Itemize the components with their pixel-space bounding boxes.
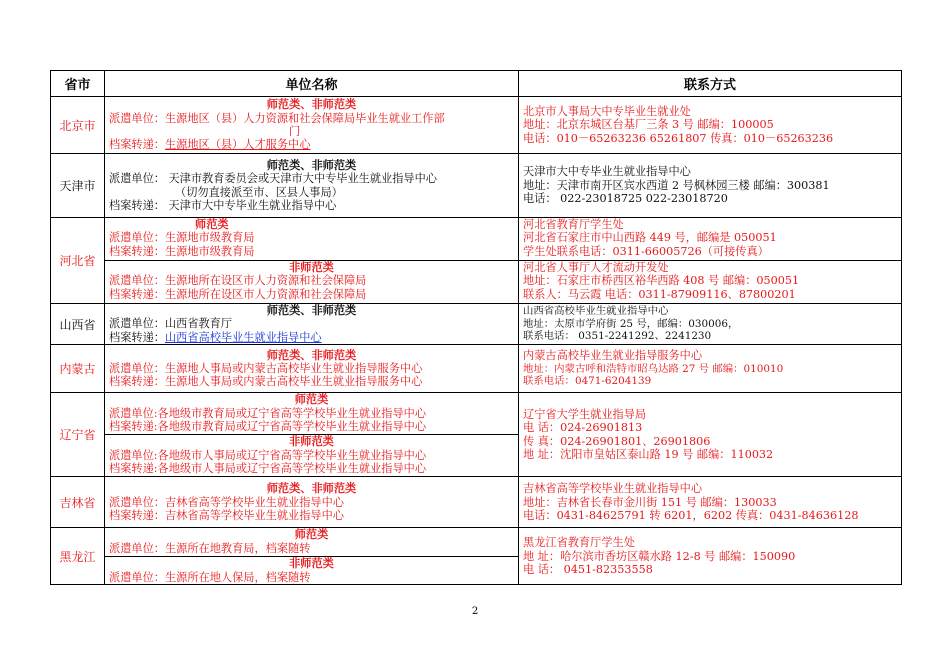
category-heading: 师范类、非师范类 bbox=[266, 98, 357, 112]
dispatch-line: 派遣单位：生源所在地人保局，档案随转 bbox=[109, 570, 311, 584]
archive-line: 档案转递：生源地所在设区市人力资源和社会保障局 bbox=[109, 287, 367, 301]
contact-line: 地 址：沈阳市皇姑区泰山路 19 号 邮编：110032 bbox=[523, 448, 774, 462]
header-contact: 联系方式 bbox=[519, 71, 902, 97]
contact-cell bbox=[519, 304, 902, 345]
contact-line: 传 真：024-26901801、26901806 bbox=[523, 434, 711, 448]
contact-line: 电话：0431-84625791 转 6201，6202 传真：0431-84636128 bbox=[523, 508, 859, 522]
page-number: 2 bbox=[471, 606, 479, 617]
contact-line: 电 话：024-26901813 bbox=[523, 421, 643, 435]
dispatch-line: 派遣单位：山西省教育厅 bbox=[109, 317, 233, 331]
header-unit: 单位名称 bbox=[105, 71, 519, 97]
table-row-hebei bbox=[51, 218, 902, 304]
contact-line: 黑龙江省教育厅学生处 bbox=[523, 536, 635, 550]
contact-line: 山西省高校毕业生就业指导中心 bbox=[523, 305, 669, 318]
category-heading: 师范类、非师范类 bbox=[266, 348, 357, 362]
archive-line: 档案转递：生源地人事局或内蒙古高校毕业生就业指导服务中心 bbox=[109, 375, 423, 389]
contact-line: 联系电话： 0351-2241292、2241230 bbox=[523, 330, 712, 343]
category-heading: 师范类、非师范类 bbox=[266, 482, 357, 496]
category-heading: 非师范类 bbox=[289, 261, 334, 274]
category-heading: 师范类 bbox=[294, 528, 329, 542]
unit-cell bbox=[105, 477, 519, 528]
province-cell: 辽宁省 bbox=[51, 393, 105, 477]
contact-line: 辽宁省大学生就业指导局 bbox=[523, 407, 647, 421]
contact-line: 内蒙古高校毕业生就业指导服务中心 bbox=[523, 349, 703, 363]
header-province: 省市 bbox=[51, 71, 105, 97]
dispatch-line-cont: （切勿直接派至市、区县人事局） bbox=[175, 185, 343, 199]
non-teacher-contact bbox=[519, 260, 901, 301]
archive-line: 档案转递:各地级市教育局或辽宁省高等学校毕业生就业指导中心 bbox=[109, 420, 427, 434]
contact-line: 地址：吉林省长春市金川街 151 号 邮编：130033 bbox=[523, 495, 777, 509]
teacher-section bbox=[105, 218, 518, 260]
province-cell: 山西省 bbox=[51, 304, 105, 345]
teacher-section bbox=[105, 528, 518, 556]
dispatch-line-cont: 门 bbox=[289, 125, 301, 138]
dispatch-line: 派遣单位：生源地市级教育局 bbox=[109, 231, 255, 245]
unit-cell bbox=[105, 304, 519, 345]
table-row-tianjin bbox=[51, 154, 902, 218]
contact-line: 北京市人事局大中专毕业生就业处 bbox=[523, 104, 691, 118]
contact-line: 河北省人事厅人才流动开发处 bbox=[523, 261, 669, 274]
contact-line: 地址：太原市学府街 25 号，邮编：030006， bbox=[523, 317, 739, 330]
contact-line: 电 话： 0451-82353558 bbox=[523, 562, 653, 576]
table-row-liaoning bbox=[51, 393, 902, 477]
archive-line: 档案转递： 天津市大中专毕业生就业指导中心 bbox=[109, 198, 337, 212]
table-row-beijing bbox=[51, 97, 902, 154]
contact-cell bbox=[519, 477, 902, 528]
archive-value: 生源地区（县）人才服务中心 bbox=[164, 138, 311, 152]
header-row bbox=[51, 71, 902, 97]
category-heading: 师范类 bbox=[195, 218, 229, 231]
unit-cell bbox=[105, 154, 519, 218]
table-row-jilin bbox=[51, 477, 902, 528]
province-cell: 吉林省 bbox=[51, 477, 105, 528]
unit-cell bbox=[105, 97, 519, 154]
teacher-contact bbox=[519, 218, 901, 260]
unit-cell bbox=[105, 528, 519, 585]
province-cell: 河北省 bbox=[51, 218, 105, 304]
category-heading: 非师范类 bbox=[289, 557, 334, 571]
non-teacher-section bbox=[105, 260, 518, 301]
table-row-shanxi bbox=[51, 304, 902, 345]
dispatch-line: 派遣单位：生源地所在设区市人力资源和社会保障局 bbox=[109, 274, 367, 288]
dispatch-line: 派遣单位：生源地区（县）人力资源和社会保障局毕业生就业工作部 bbox=[109, 111, 445, 125]
dispatch-line: 派遣单位：生源所在地教育局，档案随转 bbox=[109, 541, 311, 555]
contact-line: 天津市大中专毕业生就业指导中心 bbox=[523, 165, 691, 179]
table-row-heilongjiang bbox=[51, 528, 902, 585]
employment-dispatch-table bbox=[50, 70, 902, 585]
archive-line bbox=[105, 331, 518, 344]
dispatch-line: 派遣单位:各地级市教育局或辽宁省高等学校毕业生就业指导中心 bbox=[109, 406, 427, 420]
category-heading: 师范类、非师范类 bbox=[266, 158, 357, 172]
contact-line: 电话：010－65263236 65261807 传真：010－65263236 bbox=[523, 131, 834, 145]
contact-line: 联系人：马云霞 电话：0311-87909116、87800201 bbox=[523, 287, 796, 301]
archive-label: 档案转递： bbox=[109, 138, 165, 152]
contact-line: 河北省石家庄市中山西路 449 号，邮编是 050051 bbox=[523, 231, 777, 245]
contact-cell bbox=[519, 97, 902, 154]
dispatch-line: 派遣单位： 天津市教育委员会或天津市大中专毕业生就业指导中心 bbox=[109, 172, 437, 186]
contact-line: 河北省教育厅学生处 bbox=[523, 218, 624, 231]
contact-cell bbox=[519, 218, 902, 304]
unit-cell bbox=[105, 345, 519, 393]
contact-line: 地 址：哈尔滨市香坊区赣水路 12-8 号 邮编：150090 bbox=[523, 549, 796, 563]
contact-line: 联系电话：0471-6204139 bbox=[523, 375, 652, 388]
category-heading: 师范类 bbox=[294, 393, 329, 407]
archive-line: 档案转递：生源地市级教育局 bbox=[109, 244, 255, 258]
province-cell: 黑龙江 bbox=[51, 528, 105, 585]
contact-line: 地址：石家庄市桥西区裕华西路 408 号 邮编：050051 bbox=[523, 274, 800, 288]
contact-line: 地址：天津市南开区宾水西道 2 号枫林园三楼 邮编：300381 bbox=[523, 178, 830, 192]
non-teacher-section bbox=[105, 556, 518, 584]
contact-line: 地址：北京东城区台基厂三条 3 号 邮编：100005 bbox=[523, 118, 774, 132]
contact-line: 学生处联系电话：0311-66005726（可接传真） bbox=[523, 244, 769, 258]
archive-line: 档案转递:各地级市人事局或辽宁省高等学校毕业生就业指导中心 bbox=[109, 462, 427, 476]
province-cell: 天津市 bbox=[51, 154, 105, 218]
unit-cell bbox=[105, 393, 519, 477]
province-cell: 内蒙古 bbox=[51, 345, 105, 393]
archive-line: 档案转递：吉林省高等学校毕业生就业指导中心 bbox=[109, 508, 344, 522]
dispatch-line: 派遣单位：生源地人事局或内蒙古高校毕业生就业指导服务中心 bbox=[109, 362, 423, 376]
contact-line: 吉林省高等学校毕业生就业指导中心 bbox=[523, 482, 703, 496]
table-row-neimenggu bbox=[51, 345, 902, 393]
contact-cell bbox=[519, 528, 902, 585]
category-heading: 师范类、非师范类 bbox=[266, 304, 357, 317]
contact-cell bbox=[519, 154, 902, 218]
contact-line: 电话： 022-23018725 022-23018720 bbox=[523, 192, 728, 206]
unit-cell bbox=[105, 218, 519, 304]
contact-line: 地址：内蒙古呼和浩特市昭乌达路 27 号 邮编：010010 bbox=[523, 362, 784, 375]
archive-line bbox=[105, 138, 518, 151]
contact-cell bbox=[519, 393, 902, 477]
archive-link[interactable]: 山西省高校毕业生就业指导中心 bbox=[164, 330, 322, 344]
archive-label: 档案转递： bbox=[109, 330, 165, 344]
category-heading: 非师范类 bbox=[289, 435, 334, 449]
teacher-section bbox=[105, 393, 518, 434]
contact-cell bbox=[519, 345, 902, 393]
province-cell: 北京市 bbox=[51, 97, 105, 154]
non-teacher-section bbox=[105, 434, 518, 475]
dispatch-line: 派遣单位:各地级市人事局或辽宁省高等学校毕业生就业指导中心 bbox=[109, 448, 427, 462]
dispatch-line: 派遣单位：吉林省高等学校毕业生就业指导中心 bbox=[109, 495, 344, 509]
